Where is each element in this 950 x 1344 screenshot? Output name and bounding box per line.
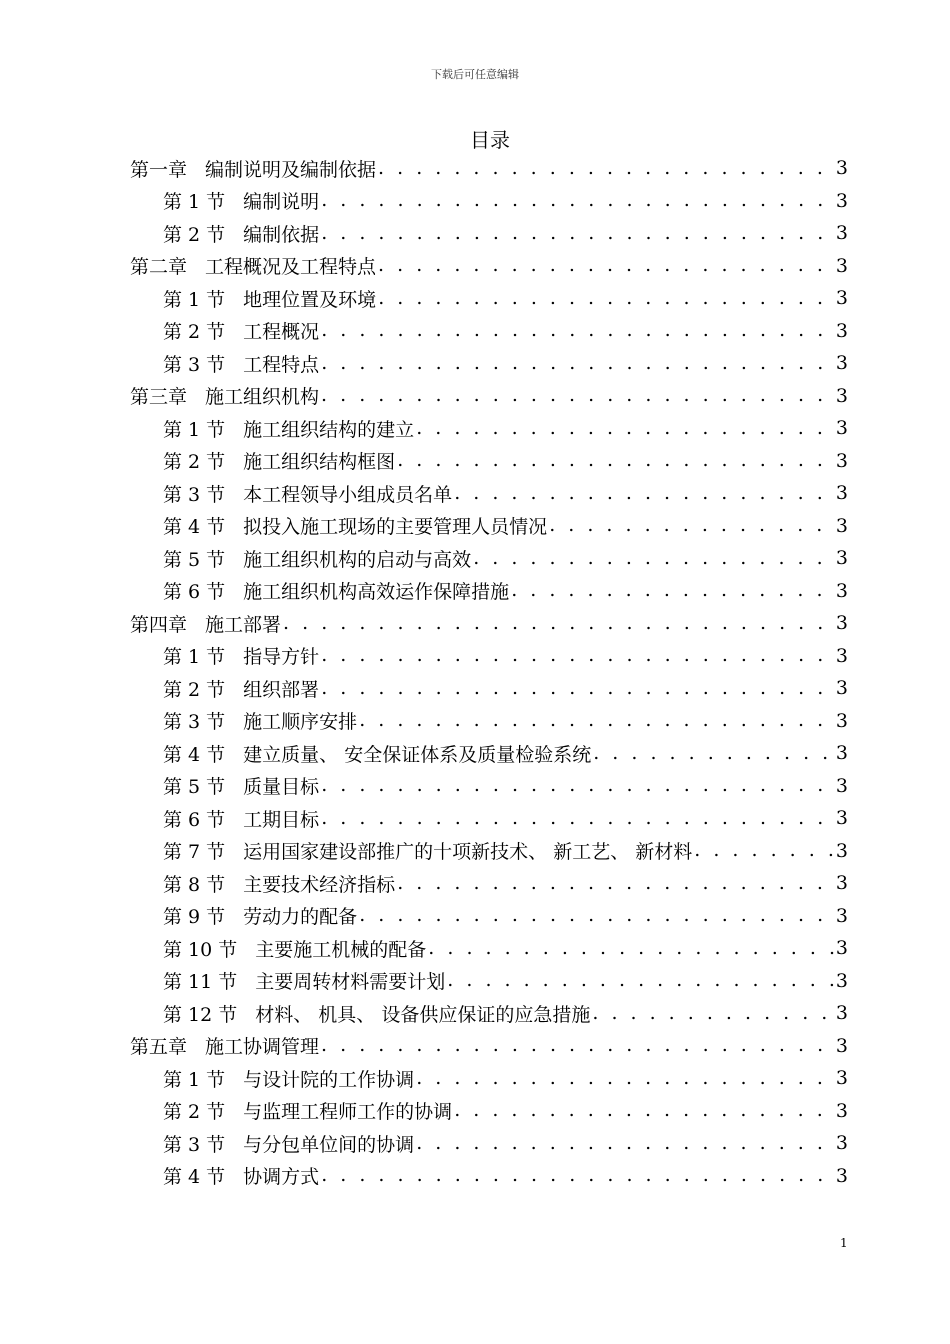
toc-entry-title: 指导方针 bbox=[243, 646, 320, 669]
toc-entry-title: 与监理工程师工作的协调 bbox=[243, 1101, 453, 1124]
toc-entry-number: 第 12 节 bbox=[163, 1003, 238, 1026]
toc-section-entry[interactable] bbox=[130, 835, 848, 868]
toc-section-entry[interactable] bbox=[130, 315, 848, 348]
toc-entry-title: 材料、 机具、 设备供应保证的应急措施 bbox=[255, 1003, 591, 1026]
toc-dot-leader bbox=[549, 516, 834, 535]
toc-section-entry[interactable] bbox=[130, 965, 848, 998]
toc-entry-title: 编制说明及编制依据 bbox=[205, 158, 377, 181]
toc-dot-leader bbox=[283, 614, 834, 633]
toc-entry-title: 施工顺序安排 bbox=[243, 711, 358, 734]
toc-entry-title: 建立质量、 安全保证体系及质量检验系统 bbox=[243, 743, 592, 766]
toc-section-entry[interactable] bbox=[130, 1160, 848, 1193]
toc-dot-leader bbox=[592, 1004, 834, 1023]
toc-section-entry[interactable] bbox=[130, 510, 848, 543]
toc-entry-page: 3 bbox=[835, 742, 848, 765]
toc-dot-leader bbox=[593, 744, 834, 763]
toc-entry-number: 第 7 节 bbox=[163, 841, 226, 864]
toc-section-entry[interactable] bbox=[130, 185, 848, 218]
toc-entry-number: 第 3 节 bbox=[163, 711, 226, 734]
toc-dot-leader bbox=[321, 354, 834, 373]
toc-entry-title: 组织部署 bbox=[243, 678, 320, 701]
toc-dot-leader bbox=[416, 1134, 834, 1153]
toc-entry-page: 3 bbox=[835, 872, 848, 895]
toc-dot-leader bbox=[416, 419, 834, 438]
toc-dot-leader bbox=[321, 646, 834, 665]
toc-entry-title: 本工程领导小组成员名单 bbox=[243, 483, 453, 506]
toc-entry-page: 3 bbox=[835, 417, 848, 440]
toc-dot-leader bbox=[378, 256, 834, 275]
toc-entry-number: 第 2 节 bbox=[163, 223, 226, 246]
toc-dot-leader bbox=[359, 906, 834, 925]
toc-entry-number: 第 1 节 bbox=[163, 646, 226, 669]
toc-entry-page: 3 bbox=[835, 449, 848, 472]
toc-entry-page: 3 bbox=[835, 254, 848, 277]
toc-entry-page: 3 bbox=[835, 1164, 848, 1187]
toc-entry-number: 第 2 节 bbox=[163, 678, 226, 701]
toc-section-entry[interactable] bbox=[130, 802, 848, 835]
toc-entry-page: 3 bbox=[835, 904, 848, 927]
toc-entry-page: 3 bbox=[835, 807, 848, 830]
toc-entry-page: 3 bbox=[835, 1099, 848, 1122]
toc-entry-title: 质量目标 bbox=[243, 776, 320, 799]
page-header: 下载后可任意编辑 bbox=[431, 68, 519, 81]
toc-section-entry[interactable] bbox=[130, 1095, 848, 1128]
toc-entry-page: 3 bbox=[835, 612, 848, 635]
toc-chapter-entry[interactable] bbox=[130, 607, 848, 640]
toc-dot-leader bbox=[321, 1036, 834, 1055]
toc-entry-number: 第 6 节 bbox=[163, 581, 226, 604]
toc-entry-number: 第 2 节 bbox=[163, 451, 226, 474]
toc-section-entry[interactable] bbox=[130, 542, 848, 575]
toc-entry-number: 第 5 节 bbox=[163, 548, 226, 571]
toc-section-entry[interactable] bbox=[130, 347, 848, 380]
toc-entry-page: 3 bbox=[835, 287, 848, 310]
toc-entry-title: 编制依据 bbox=[243, 223, 320, 246]
toc-entry-title: 与分包单位间的协调 bbox=[243, 1133, 415, 1156]
toc-entry-title: 编制说明 bbox=[243, 191, 320, 214]
toc-entry-title: 施工协调管理 bbox=[205, 1036, 320, 1059]
toc-chapter-entry[interactable] bbox=[130, 152, 848, 185]
toc-dot-leader bbox=[416, 1069, 834, 1088]
toc-entry-page: 3 bbox=[835, 774, 848, 797]
toc-dot-leader bbox=[454, 484, 834, 503]
table-of-contents bbox=[130, 152, 848, 1192]
toc-entry-page: 3 bbox=[835, 644, 848, 667]
toc-dot-leader bbox=[378, 159, 834, 178]
toc-entry-page: 3 bbox=[835, 189, 848, 212]
toc-chapter-entry[interactable] bbox=[130, 1030, 848, 1063]
toc-entry-number: 第 6 节 bbox=[163, 808, 226, 831]
toc-section-entry[interactable] bbox=[130, 640, 848, 673]
toc-entry-title: 协调方式 bbox=[243, 1166, 320, 1189]
toc-entry-page: 3 bbox=[835, 547, 848, 570]
toc-entry-page: 3 bbox=[835, 1034, 848, 1057]
toc-dot-leader bbox=[359, 711, 834, 730]
toc-entry-number: 第 4 节 bbox=[163, 516, 226, 539]
toc-section-entry[interactable] bbox=[130, 477, 848, 510]
toc-entry-page: 3 bbox=[835, 222, 848, 245]
toc-entry-title: 主要施工机械的配备 bbox=[255, 938, 427, 961]
toc-entry-number: 第 9 节 bbox=[163, 906, 226, 929]
toc-dot-leader bbox=[454, 1101, 834, 1120]
toc-dot-leader bbox=[321, 321, 834, 340]
toc-dot-leader bbox=[321, 809, 834, 828]
toc-entry-page: 3 bbox=[835, 514, 848, 537]
toc-entry-page: 3 bbox=[835, 677, 848, 700]
toc-entry-page: 3 bbox=[835, 839, 848, 862]
toc-entry-number: 第 1 节 bbox=[163, 418, 226, 441]
toc-section-entry[interactable] bbox=[130, 575, 848, 608]
toc-entry-number: 第 11 节 bbox=[163, 971, 238, 994]
toc-section-entry[interactable] bbox=[130, 737, 848, 770]
toc-entry-title: 工程概况 bbox=[243, 321, 320, 344]
toc-dot-leader bbox=[321, 191, 834, 210]
toc-section-entry[interactable] bbox=[130, 932, 848, 965]
toc-section-entry[interactable] bbox=[130, 705, 848, 738]
toc-entry-title: 施工组织结构框图 bbox=[243, 451, 396, 474]
toc-entry-page: 3 bbox=[835, 579, 848, 602]
toc-entry-number: 第 3 节 bbox=[163, 353, 226, 376]
toc-section-entry[interactable] bbox=[130, 900, 848, 933]
toc-entry-number: 第 1 节 bbox=[163, 1068, 226, 1091]
toc-dot-leader bbox=[694, 841, 834, 860]
toc-entry-title: 工期目标 bbox=[243, 808, 320, 831]
toc-entry-title: 施工组织机构 bbox=[205, 386, 320, 409]
toc-entry-number: 第 2 节 bbox=[163, 321, 226, 344]
toc-entry-title: 运用国家建设部推广的十项新技术、 新工艺、 新材料 bbox=[243, 841, 693, 864]
toc-entry-page: 3 bbox=[835, 384, 848, 407]
toc-entry-number: 第 8 节 bbox=[163, 873, 226, 896]
toc-entry-page: 3 bbox=[835, 157, 848, 180]
toc-entry-number: 第 3 节 bbox=[163, 1133, 226, 1156]
toc-entry-page: 3 bbox=[835, 1067, 848, 1090]
toc-entry-number: 第 5 节 bbox=[163, 776, 226, 799]
toc-chapter-entry[interactable] bbox=[130, 250, 848, 283]
toc-entry-page: 3 bbox=[835, 1002, 848, 1025]
toc-section-entry[interactable] bbox=[130, 445, 848, 478]
toc-dot-leader bbox=[378, 289, 834, 308]
toc-entry-title: 工程特点 bbox=[243, 353, 320, 376]
toc-entry-title: 施工组织机构高效运作保障措施 bbox=[243, 581, 510, 604]
toc-entry-title: 主要周转材料需要计划 bbox=[255, 971, 446, 994]
toc-entry-number: 第五章 bbox=[130, 1036, 188, 1059]
toc-entry-page: 3 bbox=[835, 352, 848, 375]
toc-entry-number: 第 10 节 bbox=[163, 938, 238, 961]
toc-section-entry[interactable] bbox=[130, 282, 848, 315]
toc-entry-page: 3 bbox=[835, 482, 848, 505]
toc-dot-leader bbox=[321, 386, 834, 405]
toc-dot-leader bbox=[321, 776, 834, 795]
toc-entry-page: 3 bbox=[835, 937, 848, 960]
toc-entry-page: 3 bbox=[835, 709, 848, 732]
toc-entry-title: 地理位置及环境 bbox=[243, 288, 377, 311]
toc-entry-title: 主要技术经济指标 bbox=[243, 873, 396, 896]
toc-entry-number: 第 3 节 bbox=[163, 483, 226, 506]
toc-dot-leader bbox=[321, 224, 834, 243]
toc-entry-number: 第一章 bbox=[130, 158, 188, 181]
toc-section-entry[interactable] bbox=[130, 1062, 848, 1095]
toc-section-entry[interactable] bbox=[130, 217, 848, 250]
toc-title: 目录 bbox=[470, 128, 510, 152]
toc-entry-title: 施工组织结构的建立 bbox=[243, 418, 415, 441]
toc-section-entry[interactable] bbox=[130, 672, 848, 705]
toc-dot-leader bbox=[447, 971, 834, 990]
toc-dot-leader bbox=[321, 679, 834, 698]
toc-dot-leader bbox=[428, 939, 834, 958]
toc-entry-title: 与设计院的工作协调 bbox=[243, 1068, 415, 1091]
toc-entry-number: 第 4 节 bbox=[163, 1166, 226, 1189]
toc-entry-page: 3 bbox=[835, 969, 848, 992]
toc-dot-leader bbox=[473, 549, 834, 568]
toc-section-entry[interactable] bbox=[130, 770, 848, 803]
toc-entry-title: 劳动力的配备 bbox=[243, 906, 358, 929]
toc-entry-number: 第 1 节 bbox=[163, 191, 226, 214]
toc-dot-leader bbox=[397, 451, 834, 470]
toc-entry-title: 拟投入施工现场的主要管理人员情况 bbox=[243, 516, 548, 539]
toc-entry-page: 3 bbox=[835, 1132, 848, 1155]
toc-entry-number: 第三章 bbox=[130, 386, 188, 409]
toc-dot-leader bbox=[321, 1166, 834, 1185]
page-number: 1 bbox=[840, 1236, 848, 1250]
toc-section-entry[interactable] bbox=[130, 1127, 848, 1160]
toc-chapter-entry[interactable] bbox=[130, 380, 848, 413]
toc-entry-number: 第二章 bbox=[130, 256, 188, 279]
toc-dot-leader bbox=[511, 581, 834, 600]
toc-entry-number: 第 1 节 bbox=[163, 288, 226, 311]
toc-entry-title: 施工组织机构的启动与高效 bbox=[243, 548, 472, 571]
toc-entry-title: 施工部署 bbox=[205, 613, 282, 636]
toc-dot-leader bbox=[397, 874, 834, 893]
toc-section-entry[interactable] bbox=[130, 997, 848, 1030]
toc-entry-number: 第 2 节 bbox=[163, 1101, 226, 1124]
toc-section-entry[interactable] bbox=[130, 867, 848, 900]
toc-entry-title: 工程概况及工程特点 bbox=[205, 256, 377, 279]
toc-section-entry[interactable] bbox=[130, 412, 848, 445]
toc-entry-page: 3 bbox=[835, 319, 848, 342]
toc-entry-number: 第四章 bbox=[130, 613, 188, 636]
toc-entry-number: 第 4 节 bbox=[163, 743, 226, 766]
